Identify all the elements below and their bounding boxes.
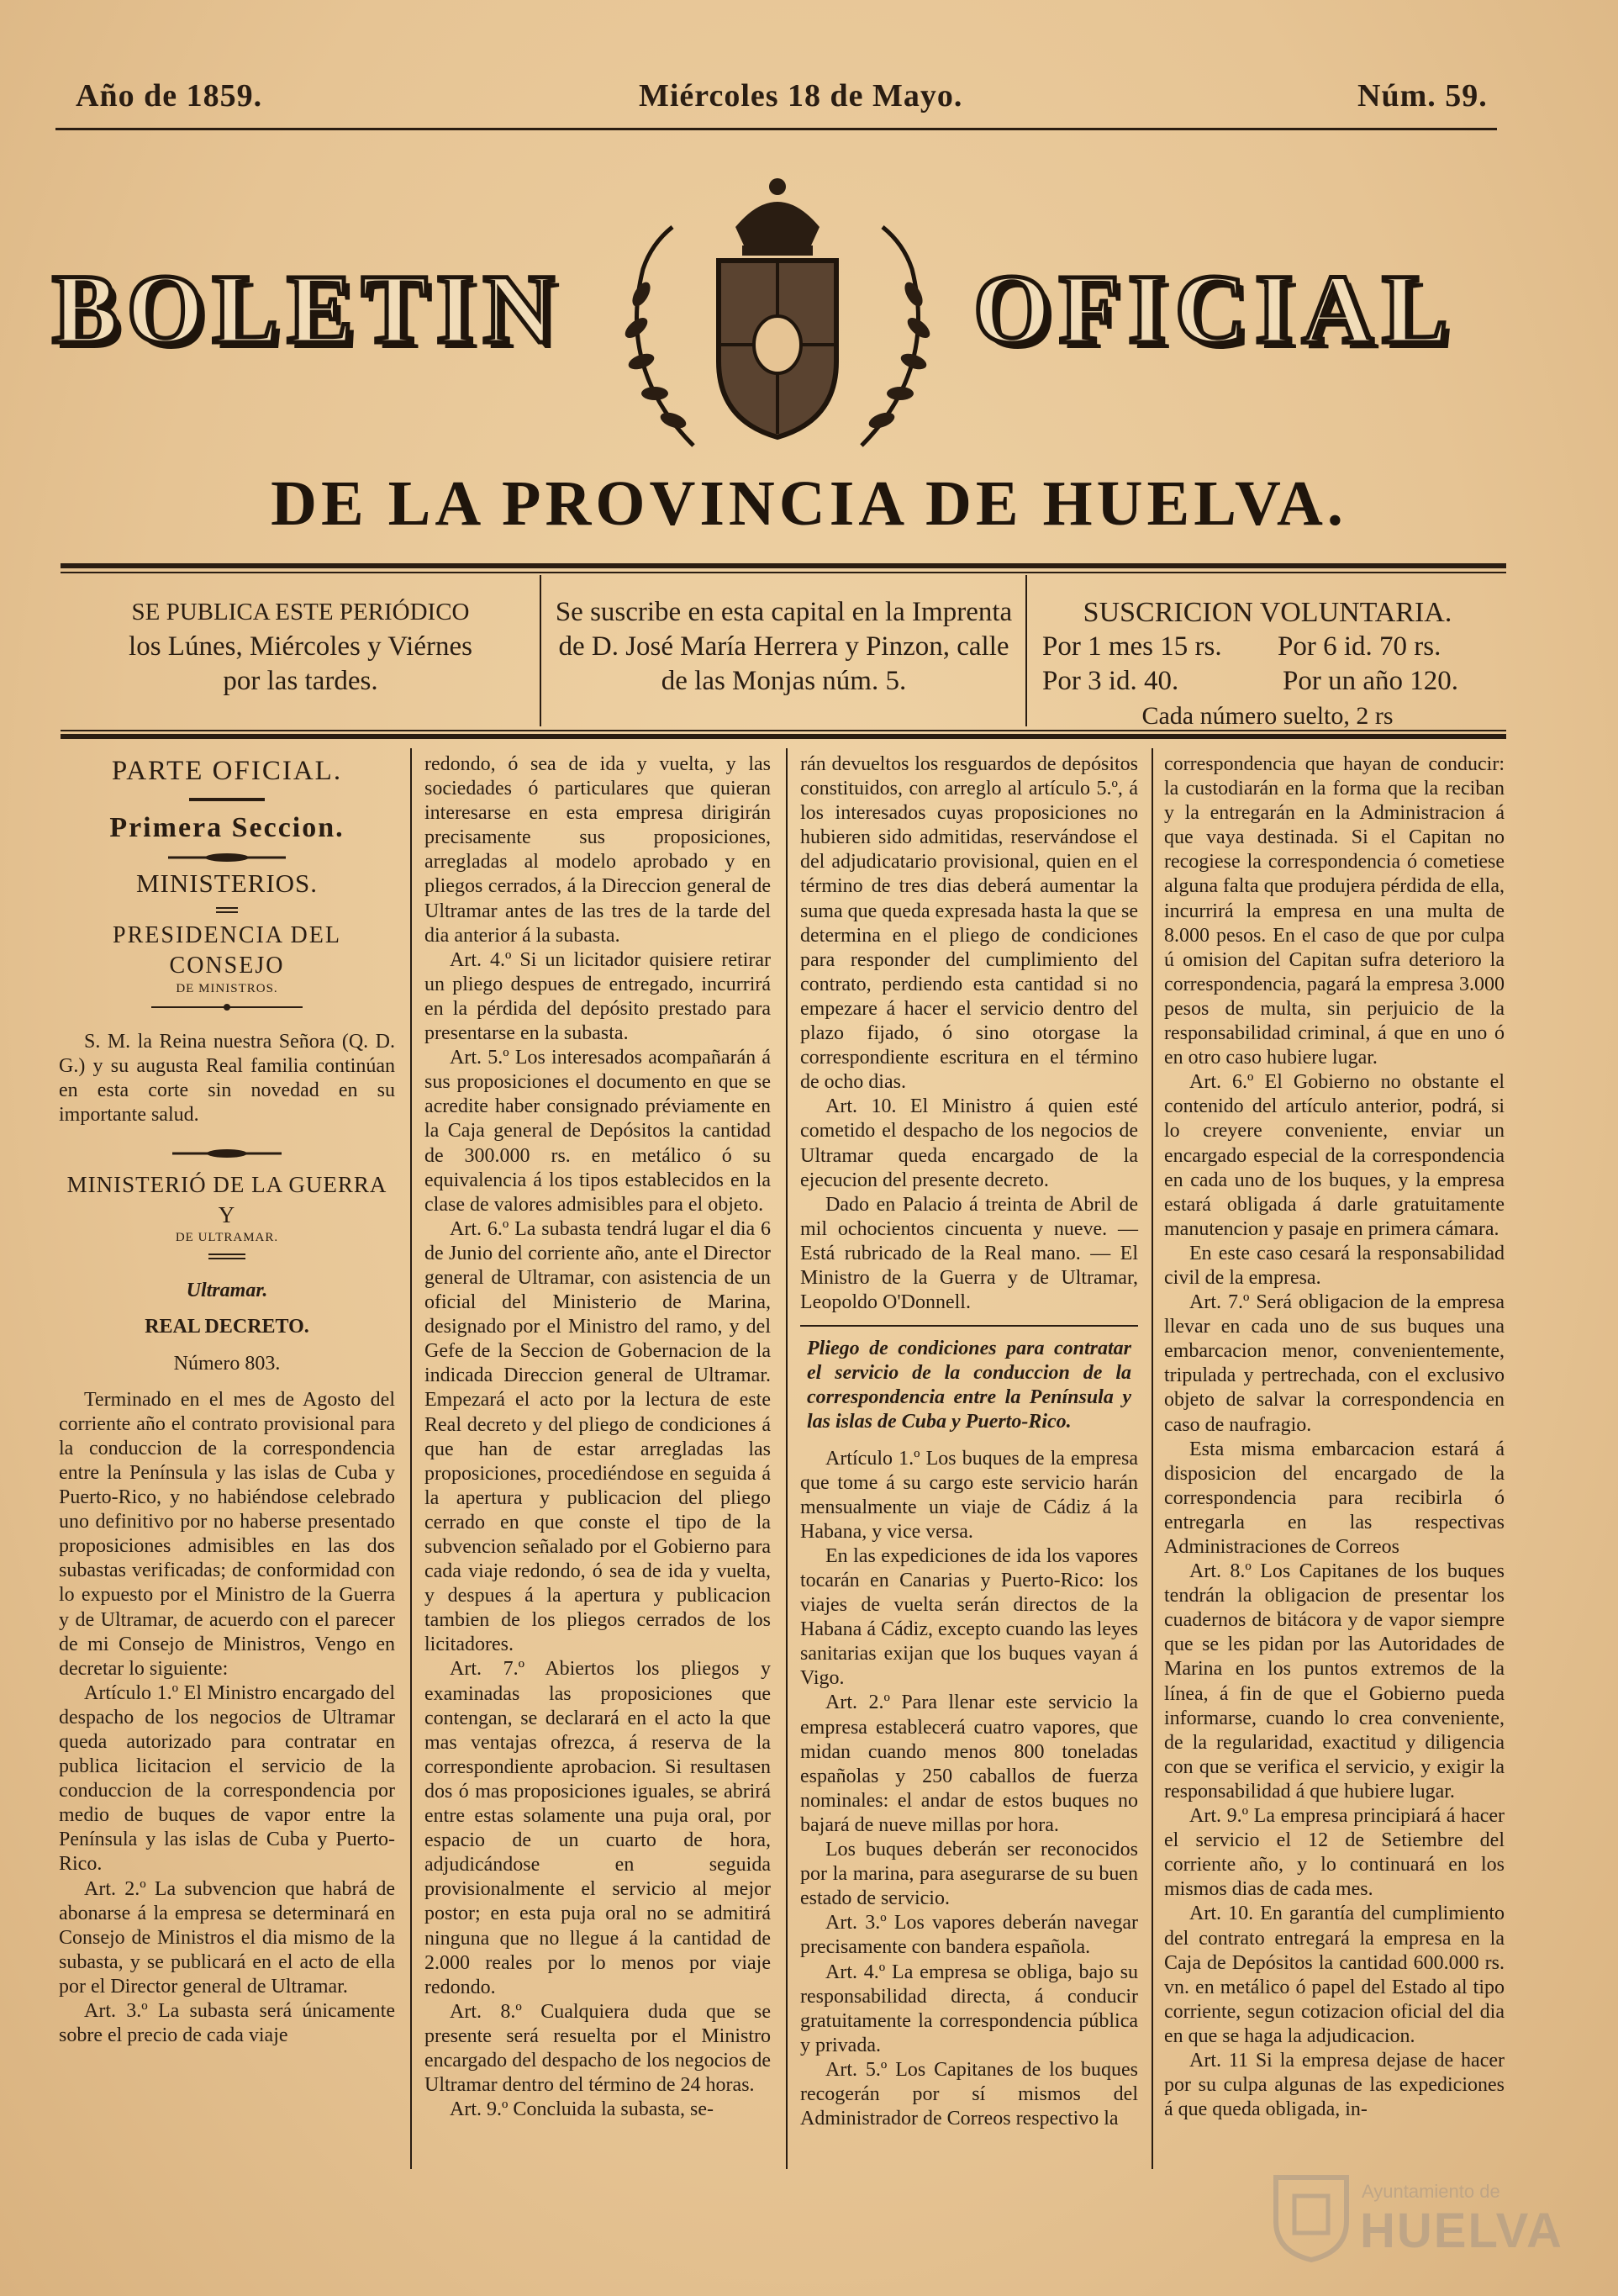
info-rule-top-thin — [61, 572, 1506, 573]
royal-crest-emblem — [593, 168, 962, 462]
decree-article-5: Art. 5.º Los interesados acompañarán á sus proposiciones el documento en que se acredite haber consignado préviamente en la Caja general de Depósitos la cantidad de 300.000 rs. en metálico ó su equivalencia á los tipos establecidos en la clase de valores admisibles para el objeto. — [424, 1047, 771, 1216]
primera-seccion-heading: Primera Seccion. — [109, 812, 345, 843]
section-rule — [800, 1325, 1138, 1327]
col3-continuation: rán devueltos los resguardos de depósitos constituidos, con arreglo al artículo 5.º, á los interesados cuyas proposiciones no hubieren sido admitidas, reservándose el del adjudicatario provisional, quien en el término de tres dias deberá aumentar la suma que queda expresada hasta la que se determina en el pliego de condiciones para responder del cumplimiento del contrato, perdiendo esta cantidad si no empezare á hacer el servicio dentro del plazo fijado, ó sino otorgase la correspondiente escritura en el término de ocho dias. — [800, 753, 1138, 1094]
pliego-article-4: Art. 4.º La empresa se obliga, bajo su responsabilidad directa, á conducir gratuitamente la correspondencia pública y privada. — [800, 1961, 1138, 2056]
decree-number: Número 803. — [173, 1352, 281, 1375]
masthead-oficial: OFICIAL — [973, 254, 1457, 364]
parte-oficial-heading: PARTE OFICIAL. — [111, 756, 343, 786]
decree-article-6: Art. 6.º La subasta tendrá lugar el dia 6 de Junio del corriente año, ante el Director general de Ultramar, con asistencia de un oficial del Ministerio de Marina, designado por el Ministro del ramo, y del Gefe de la Seccion de Gobernacion de la indicada Direccion general de Ultramar. Empezará el acto por la lectura de este Real decreto y del pliego de condiciones á que han de estar arregladas las proposiciones, procediéndose en seguida á la apertura y publicacion del pliego cerrado en que conste el tipo de la subvencion señalado por el Gobierno para cada viaje redondo, ó sea de ida y vuelta, y despues á la apertura y publicacion tambien de los pliegos cerrados de los licitadores. — [424, 1217, 771, 1656]
info-divider-1 — [540, 575, 541, 726]
pliego-article-6: Art. 6.º El Gobierno no obstante el contenido del artículo anterior, podrá, si lo creyere conveniente, enviar un encargado especial de la correspondencia en cada uno de los buques, y la empresa estará obligada á darle gratuitamente manutencion y pasaje en primera cámara. — [1164, 1071, 1505, 1240]
pliego-article-11: Art. 11 Si la empresa dejase de hacer por su culpa algunas de las expediciones á que queda obligada, in- — [1164, 2049, 1505, 2121]
decree-article-3: Art. 3.º La subasta será únicamente sobre el precio de cada viaje — [59, 2000, 395, 2047]
divider-ornament — [168, 853, 286, 862]
decree-article-7: Art. 7.º Abiertos los pliegos y examinadas las proposiciones que contengan, se declarará en el acto la que mas ventajas ofrezca, á reserva de la correspondiente aprobacion. Si resultasen dos ó mas proposiciones iguales, se abrirá entre estas solamente una puja oral, por espacio de un cuarto de hora, adjudicándose en seguida provisionalmente el servicio al mejor postor; en esta puja oral no se admitirá ninguna que no llegue á la cantidad de 2.000 reales por lo menos por viaje redondo. — [424, 1658, 771, 1998]
subscription-line-3: de las Monjas núm. 5. — [661, 666, 907, 696]
issue-number: Núm. 59. — [1357, 78, 1488, 113]
col2-continuation: redondo, ó sea de ida y vuelta, y las sociedades ó particulares que quieran interesarse en esta empresa dirigirán precisamente sus proposiciones, arregladas al modelo aprobado y en pliegos cerrados, á la Direccion general de Ultramar antes de las tres de la tarde del dia anterior á la subasta. — [424, 753, 771, 947]
decree-article-10: Art. 10. El Ministro á quien esté cometido el despacho de los negocios de Ultramar queda encargado de la ejecucion del presente decreto. — [800, 1095, 1138, 1191]
pliego-boat-disposal: Esta misma embarcacion estará á disposicion del encargado de la correspondencia para recibirla ó entregarla en las respectivas Administraciones de Correos — [1164, 1438, 1505, 1558]
price-1-year: Por un año 120. — [1283, 666, 1458, 696]
price-6-months: Por 6 id. 70 rs. — [1278, 631, 1441, 662]
divider-ornament — [151, 1003, 303, 1011]
de-ministros-subheading: DE MINISTROS. — [176, 982, 278, 995]
pliego-article-10: Art. 10. En garantía del cumplimiento del contrato entregará la empresa en la Caja de Depósitos la cantidad 600.000 rs. vn. en metálico ó papel del Estado al tipo corriente, segun cotizacion oficial del dia en que se haga la adjudicacion. — [1164, 1903, 1505, 2047]
publication-heading: SE PUBLICA ESTE PERIÓDICO — [131, 599, 470, 625]
info-rule-bottom-thin — [61, 730, 1506, 731]
column-divider-1 — [410, 748, 412, 2169]
info-rule-bottom-thick — [61, 734, 1506, 739]
info-divider-2 — [1025, 575, 1027, 726]
column-4 — [1164, 752, 1505, 2122]
decree-article-2: Art. 2.º La subvencion que habrá de abonarse á la empresa se determinará en Consejo de Ministros el dia mismo de la subasta, y se publicará en el acto de ella por el Director general de Ultramar. — [59, 1877, 395, 1998]
watermark-small-text: Ayuntamiento de — [1362, 2181, 1500, 2202]
province-title: DE LA PROVINCIA DE HUELVA. — [271, 468, 1347, 539]
column-2 — [424, 752, 771, 2122]
pliego-article-1: Artículo 1.º Los buques de la empresa que tome á su cargo este servicio harán mensualmente un viaje de Cádiz á la Habana, y vice versa. — [800, 1447, 1138, 1543]
subscription-line-2: de D. José María Herrera y Pinzon, calle — [558, 631, 1009, 662]
presidencia-heading: PRESIDENCIA DEL CONSEJO — [113, 922, 341, 979]
pliego-expeditions: En las expediciones de ida los vapores tocarán en Canarias y Puerto-Rico: los viajes de vuelta serán directos de la Habana á Cádiz, excepto cuando las leyes sanitarias exijan que los buques vayan á Vigo. — [800, 1544, 1138, 1690]
column-divider-3 — [1152, 748, 1153, 2169]
de-ultramar-subheading: DE ULTRAMAR. — [175, 1231, 279, 1245]
decree-article-9: Art. 9.º Concluida la subasta, se- — [450, 2098, 714, 2121]
decree-article-1: Artículo 1.º El Ministro encargado del despacho de los negocios de Ultramar queda autorizado para contratar en publica licitacion el servicio de la conduccion de la correspondencia por medio de buques de vapor entre la Península y las islas de Cuba y Puerto-Rico. — [59, 1681, 395, 1876]
pliego-inspection: Los buques deberán ser reconocidos por la marina, para asegurarse de su buen estado de servicio. — [800, 1839, 1138, 1910]
pliego-article-9: Art. 9.º La empresa principiará á hacer el servicio el 12 de Setiembre del corriente año, y lo continuará en los mismos dias de cada mes. — [1164, 1805, 1505, 1901]
top-rule — [55, 128, 1497, 130]
divider-ornament — [208, 1252, 245, 1260]
prices-heading: SUSCRICION VOLUNTARIA. — [1083, 597, 1452, 628]
pliego-article-2: Art. 2.º Para llenar este servicio la empresa establecerá cuatro vapores, que midan cuando menos 800 toneladas españolas y 250 caballos de fuerza nominales: el andar de estos buques no bajará de nueve millas por hora. — [800, 1692, 1138, 1836]
divider-ornament — [216, 905, 238, 914]
pliego-article-5: Art. 5.º Los Capitanes de los buques recogerán por sí mismos del Administrador de Correos respectivo la — [800, 2058, 1138, 2130]
price-3-months: Por 3 id. 40. — [1042, 666, 1179, 696]
column-1 — [59, 752, 395, 2048]
pliego-article-3: Art. 3.º Los vapores deberán navegar precisamente con bandera española. — [800, 1912, 1138, 1959]
column-divider-2 — [786, 748, 788, 2169]
health-notice: S. M. la Reina nuestra Señora (Q. D. G.) y su augusta Real familia continúan en esta corte sin novedad en su importante salud. — [59, 1031, 395, 1127]
decree-signature: Dado en Palacio á treinta de Abril de mil ochocientos cincuenta y nueve. — Está rubricado de la Real mano. — El Ministro de la Guerra y de Ultramar, Leopoldo O'Donnell. — [800, 1193, 1138, 1314]
ministerio-guerra-heading: MINISTERIÓ DE LA GUERRA Y — [66, 1172, 387, 1228]
publication-time: por las tardes. — [223, 666, 378, 696]
ayuntamiento-shield-icon — [1269, 2171, 1353, 2263]
divider-ornament — [172, 1149, 282, 1158]
subscription-line-1: Se suscribe en esta capital en la Imprenta — [555, 597, 1013, 627]
pliego-heading: Pliego de condiciones para contratar el servicio de la conduccion de la correspondencia entre la Península y las islas de Cuba y Puerto-Rico. — [807, 1338, 1131, 1433]
col4-continuation: correspondencia que hayan de conducir: la custodiarán en la forma que la reciban y la entregarán en la Administracion á que vaya destinada. Si el Capitan no recogiese la correspondencia ó cometiese alguna falta que produjera pérdida de ella, incurrirá la empresa en una multa de 8.000 pesos. En el caso de que por culpa ú omision del Capitan sufra deterioro la correspondencia, pagará la empresa 3.000 pesos de multa, sin perjuicio de la responsabilidad criminal, á que en uno ó en otro caso hubiere lugar. — [1164, 753, 1505, 1069]
decree-preamble: Terminado en el mes de Agosto del corriente año el contrato provisional para la conduccion de la correspondencia entre la Península y las islas de Cuba y Puerto-Rico, y no habiéndose celebrado uno definitivo por no haberse presentado proposiciones admisibles en las dos subastas verificadas; de conformidad con lo expuesto por el Ministro de la Guerra y de Ultramar, de acuerdo con el parecer de mi Consejo de Ministros, Vengo en decretar lo siguiente: — [59, 1388, 395, 1680]
decree-article-4: Art. 4.º Si un licitador quisiere retirar un pliego despues de entregado, incurrirá en la pérdida del depósito prestado para presentarse en la subasta. — [424, 948, 771, 1045]
price-single-issue: Cada número suelto, 2 rs — [1141, 702, 1394, 730]
subscription-prices — [1032, 595, 1503, 733]
subscription-info — [546, 595, 1021, 699]
ultramar-heading: Ultramar. — [186, 1280, 268, 1302]
column-3 — [800, 752, 1138, 2131]
year-label: Año de 1859. — [76, 78, 263, 113]
info-rule-top-thick — [61, 563, 1506, 568]
divider-ornament — [189, 796, 265, 803]
publication-schedule — [67, 595, 534, 699]
pliego-article-7: Art. 7.º Será obligacion de la empresa llevar en cada uno de sus buques una embarcacion menor, convenientemente, tripulada y pertrechada, con el exclusivo objeto de salvar la correspondencia en caso de naufragio. — [1164, 1291, 1505, 1436]
dateline — [76, 77, 1488, 119]
pliego-article-8: Art. 8.º Los Capitanes de los buques tendrán la obligacion de presentar los cuadernos de bitácora y de vapor siempre que se les pidan por las Autoridades de Marina en los puntos extremos de la línea, á fin de que el Gobierno pueda informarse, cuando lo crea conveniente, de la regularidad, exactitud y diligencia con que se verifica el servicio, y exigir la responsabilidad á que hubiere lugar. — [1164, 1560, 1505, 1802]
archive-watermark — [1269, 2171, 1563, 2263]
watermark-big-text: HUELVA — [1360, 2204, 1563, 2258]
publication-days: los Lúnes, Miércoles y Viérnes — [129, 631, 472, 662]
pliego-civil-responsibility: En este caso cesará la responsabilidad civil de la empresa. — [1164, 1242, 1505, 1289]
decree-article-8: Art. 8.º Cualquiera duda que se presente será resuelta por el Ministro encargado del despacho de los negocios de Ultramar dentro del término de 24 horas. — [424, 2000, 771, 2097]
real-decreto-heading: REAL DECRETO. — [145, 1316, 309, 1338]
date-label: Miércoles 18 de Mayo. — [639, 78, 963, 113]
masthead-boletin: BOLETIN — [52, 254, 563, 364]
price-1-month: Por 1 mes 15 rs. — [1042, 631, 1222, 662]
ministerios-heading: MINISTERIOS. — [135, 868, 319, 898]
